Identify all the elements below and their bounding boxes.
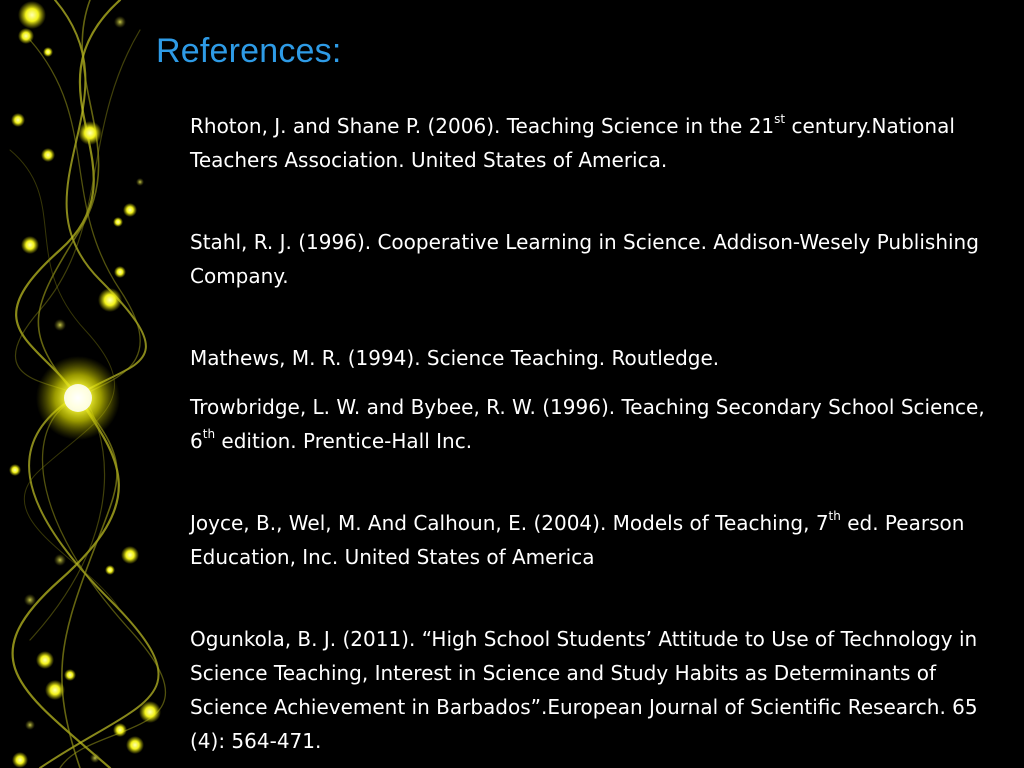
reference-text-cont: edition. Prentice-Hall Inc. xyxy=(215,429,473,453)
reference-item xyxy=(190,506,1002,574)
reference-text-cont: ed. Pearson Education, Inc. United States of America xyxy=(190,511,965,569)
reference-item xyxy=(190,341,1002,375)
slide-title: References: xyxy=(156,32,342,70)
reference-superscript: st xyxy=(774,112,786,127)
reference-text: Rhoton, J. and Shane P. (2006). Teaching Science in the 21 xyxy=(190,114,775,138)
bokeh-swirl-decoration xyxy=(0,0,170,768)
reference-text: Stahl, R. J. (1996). Cooperative Learning in Science. Addison-Wesely Publishing Company. xyxy=(190,230,979,288)
reference-list xyxy=(190,109,1002,758)
reference-text: Mathews, M. R. (1994). Science Teaching. Routledge. xyxy=(190,346,720,370)
reference-item xyxy=(190,622,1002,758)
reference-text: Ogunkola, B. J. (2011). “High School Students’ Attitude to Use of Technology in Science Teaching, Interest in Science and Study Habits as Determinants of Science Achievement in Barbados”.European Journal of Scientific Research. 65 (4): 564-471. xyxy=(190,627,978,753)
reference-superscript: th xyxy=(202,427,216,442)
reference-text-cont: century.National Teachers Association. United States of America. xyxy=(190,114,955,172)
reference-item xyxy=(190,225,1002,293)
reference-text: Trowbridge, L. W. and Bybee, R. W. (1996). Teaching Secondary School Science, 6 xyxy=(190,395,985,453)
reference-text: Joyce, B., Wel, M. And Calhoun, E. (2004). Models of Teaching, 7 xyxy=(190,511,829,535)
reference-superscript: th xyxy=(828,509,841,524)
reference-item xyxy=(190,390,1002,458)
reference-item xyxy=(190,109,1002,177)
